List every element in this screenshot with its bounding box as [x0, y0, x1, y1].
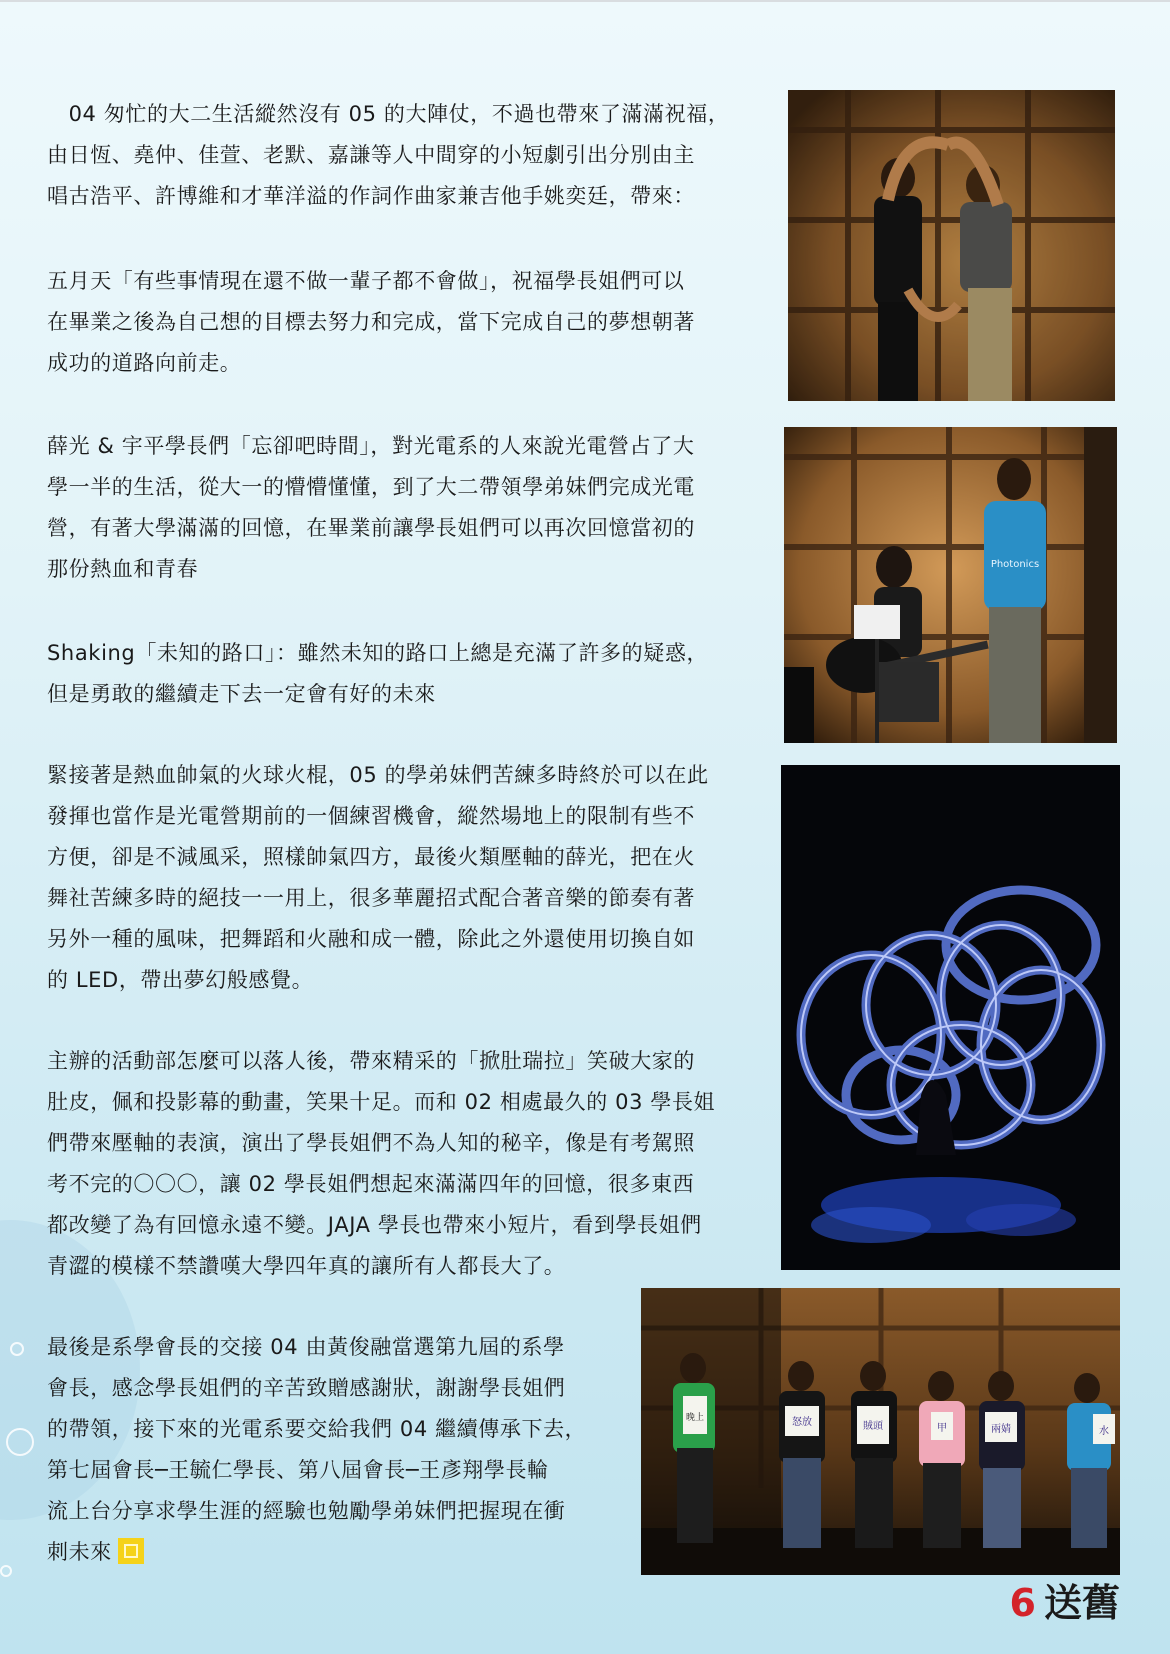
paragraph-fire-performance: 緊接著是熱血帥氣的火球火棍，05 的學弟妹們苦練多時終於可以在此 發揮也當作是光電營期前的一個練習機會，縱然場地上的限制有些不 方便，卻是不減風采，照樣帥氣四方，最後火類壓軸的薛光，把在火 舞社苦練多時的絕技一一用上，很多華麗招式配合著音樂的節奏有著 另外一種的風味，把舞蹈和火融和成一體，除此之外還使用切換自如 的 LED，帶出夢幻般感覺。 — [47, 763, 709, 992]
paragraph-intro: 04 匆忙的大二生活縱然沒有 05 的大陣仗，不過也帶來了滿滿祝福， 由日恆、堯仲、佳萱、老默、嘉謙等人中間穿的小短劇引出分別由主 唱古浩平、許博維和才華洋溢的作詞作曲家兼吉他手姚奕廷，帶來： — [47, 102, 730, 208]
page-number: 6 — [1009, 1581, 1036, 1625]
decorative-ring — [0, 1565, 12, 1577]
paragraph-handover-text: 最後是系學會長的交接 04 由黃俊融當選第九屆的系學 會長，感念學長姐們的辛苦致贈感謝狀，謝謝學長姐們 的帶領，接下來的光電系要交給我們 04 繼續傳承下去， 第七屆會長─王毓仁學長、第八屆會長─王彥翔學長輪 流上台分享求學生涯的經驗也勉勵學弟妹們把握現在衝 刺未來 — [47, 1335, 587, 1564]
end-mark-icon — [118, 1538, 144, 1564]
decorative-ring — [6, 1428, 34, 1456]
photo-band-performance — [784, 427, 1117, 743]
sign-text: 怒放 — [792, 1417, 812, 1428]
photo-heart-skit — [788, 90, 1115, 401]
paragraph-handover — [47, 1327, 637, 1573]
sign-text: 晚上 — [685, 1413, 705, 1423]
paragraph-mayday-song: 五月天「有些事情現在還不做一輩子都不會做」，祝福學長姐們可以 在畢業之後為自己想的目標去努力和完成，當下完成自己的夢想朝著 成功的道路向前走。 — [47, 269, 695, 375]
photo-group-stage — [641, 1288, 1120, 1575]
sign-text: 兩婧 — [991, 1424, 1011, 1435]
photo-led-poi — [781, 765, 1120, 1270]
sign-text: 水 — [1099, 1426, 1109, 1437]
paragraph-shaking-song: Shaking「未知的路口」：雖然未知的路口上總是充滿了許多的疑惑， 但是勇敢的繼續走下去一定會有好的未來 — [47, 641, 709, 706]
section-title: 送舊 — [1043, 1581, 1120, 1625]
shirt-text: Photonics — [990, 559, 1040, 570]
paragraph-forget-time-song: 薛光 & 宇平學長們「忘卻吧時間」，對光電系的人來說光電營占了大 學一半的生活，從大一的懵懵懂懂，到了大二帶領學弟妹們完成光電 營，有著大學滿滿的回憶，在畢業前讓學長姐們可以再次回憶當初的 那份熱血和青春 — [47, 434, 695, 581]
top-border — [0, 0, 1170, 2]
paragraph-skit-performance: 主辦的活動部怎麼可以落人後，帶來精采的「掀肚瑞拉」笑破大家的 肚皮，佩和投影幕的動畫，笑果十足。而和 02 相處最久的 03 學長姐 們帶來壓軸的表演，演出了學長姐們不為人知的秘辛，像是有考駕照 考不完的〇〇〇，讓 02 學長姐們想起來滿滿四年的回憶，很多東西 都改變了為有回憶永遠不變。JAJA 學長也帶來小短片，看到學長姐們 青澀的模樣不禁讚嘆大學四年真的讓所有人都長大了。 — [47, 1049, 716, 1278]
sign-text: 賊頭 — [863, 1421, 883, 1432]
decorative-ring — [10, 1342, 24, 1356]
page-footer — [1010, 1580, 1120, 1626]
sign-text: 甲 — [937, 1423, 947, 1434]
